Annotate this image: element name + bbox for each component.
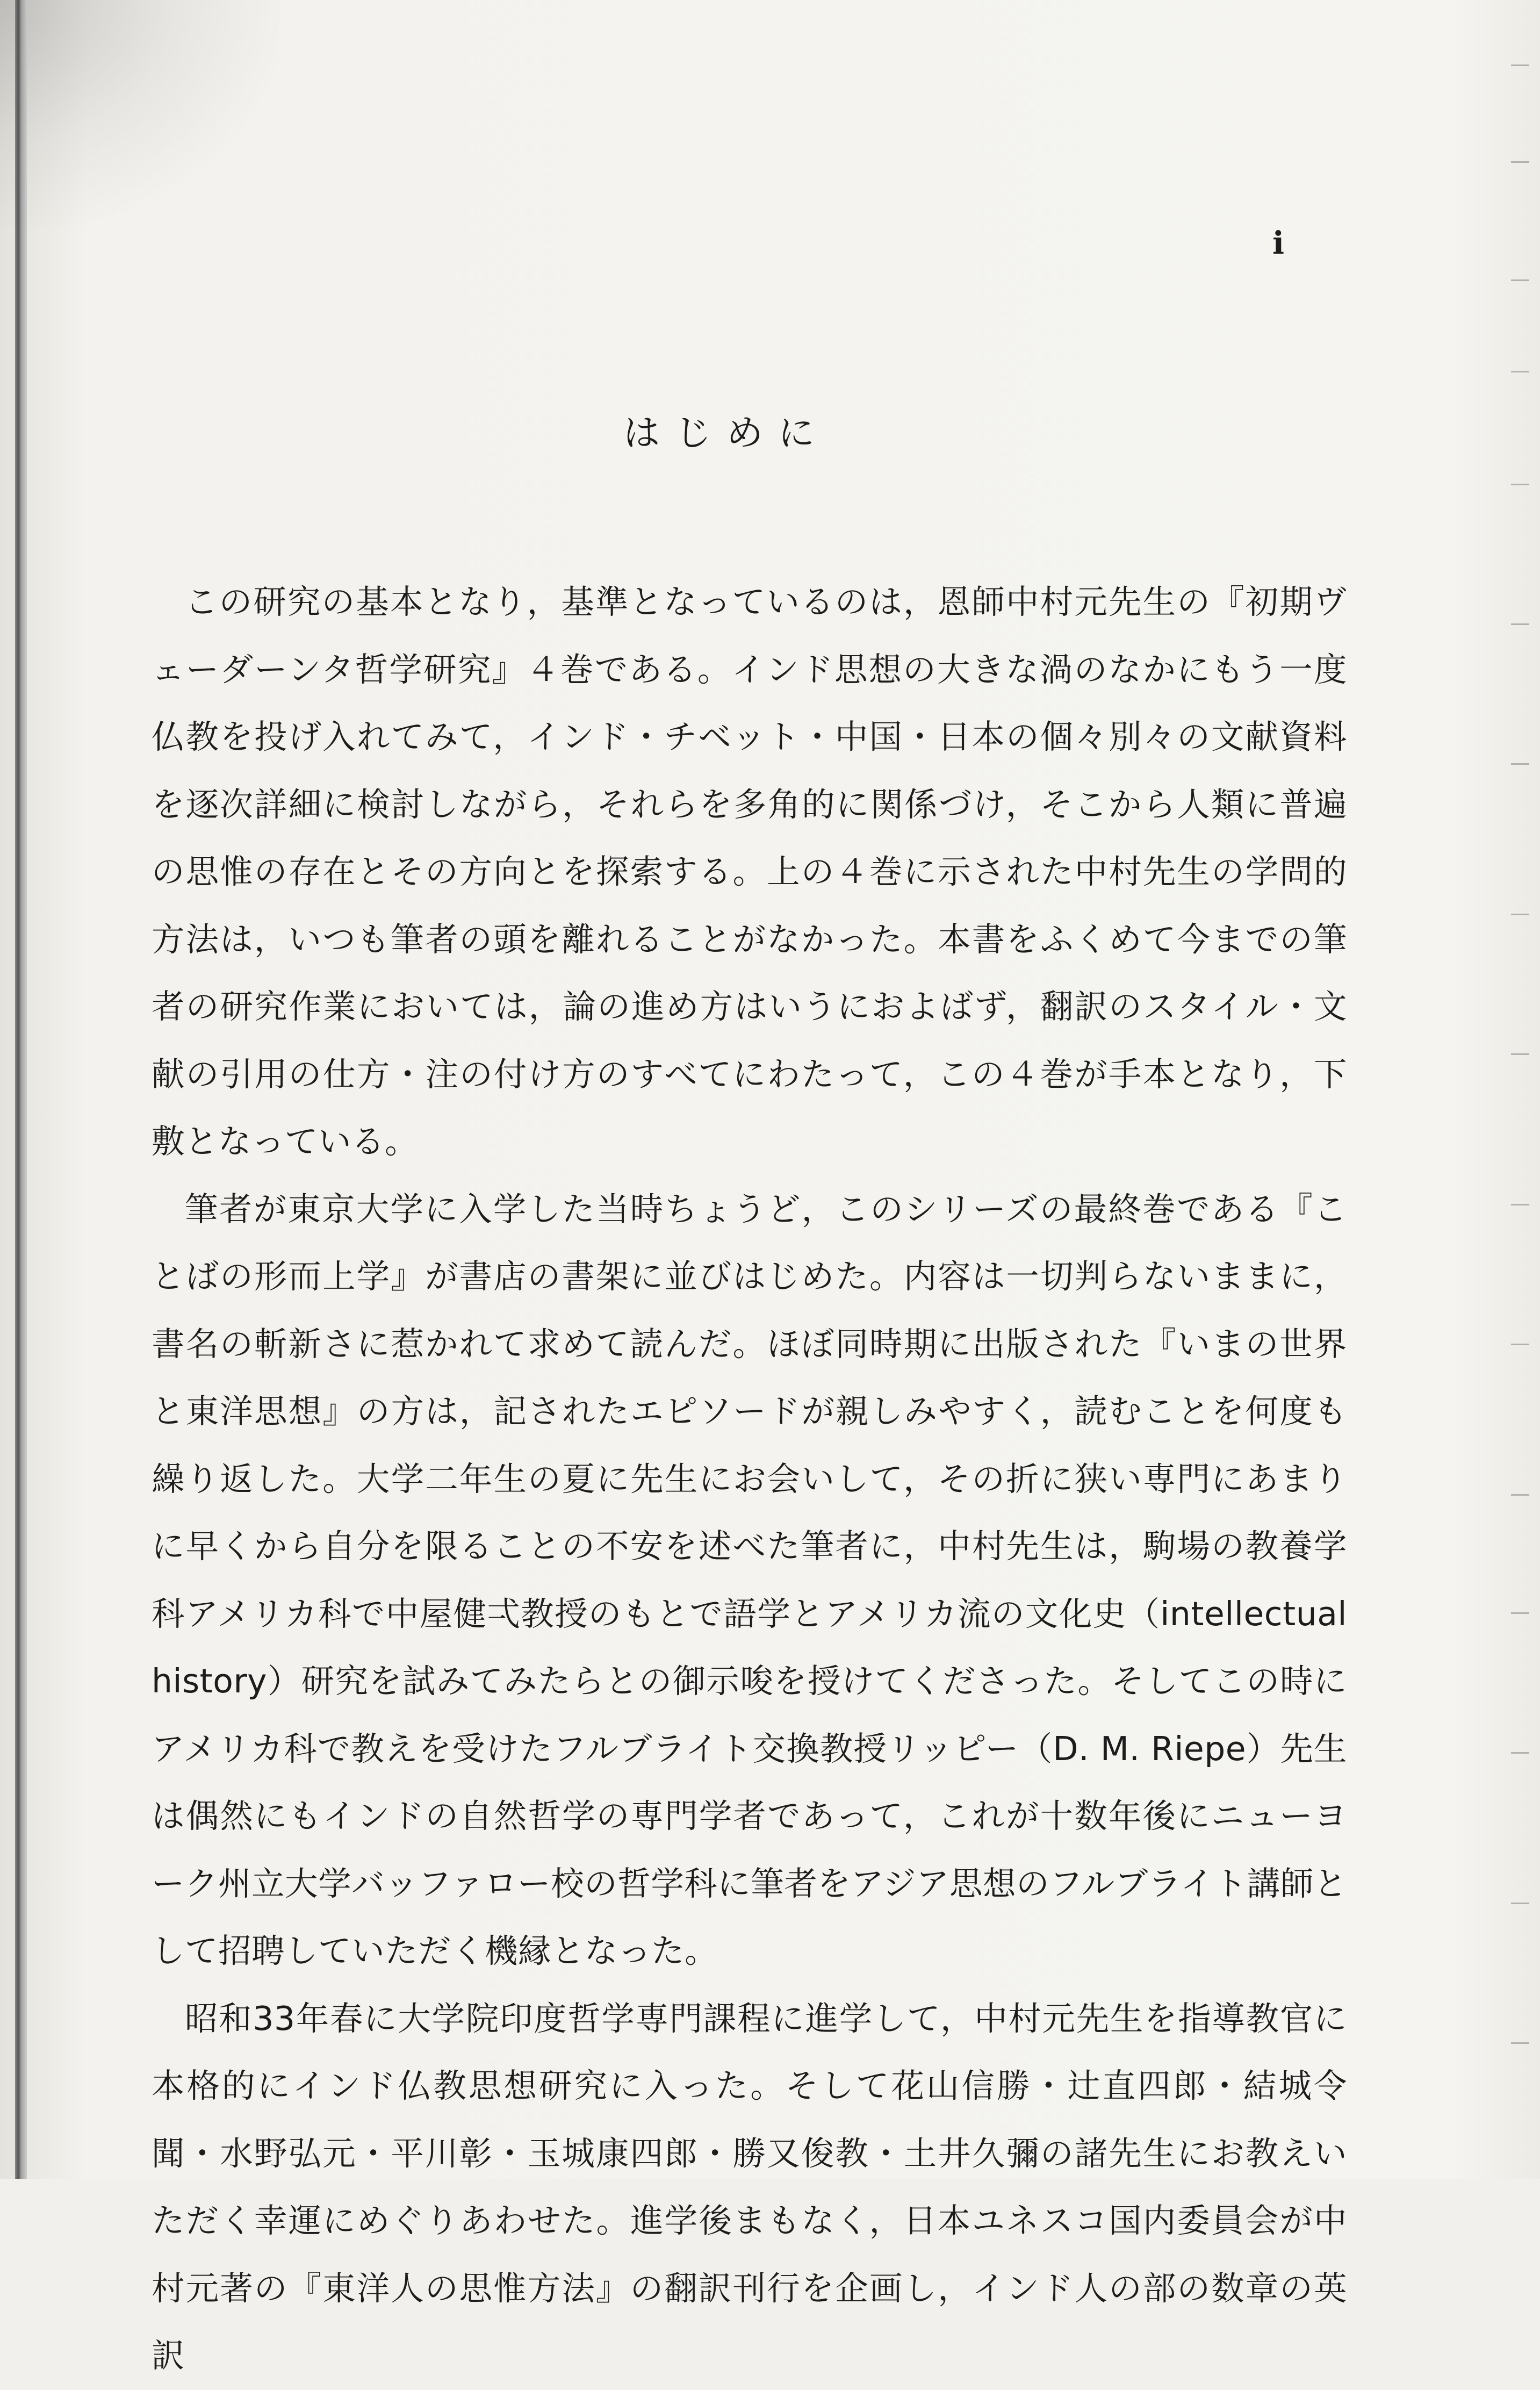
body-text	[152, 569, 1347, 2390]
paragraph-3: 昭和33年春に大学院印度哲学専門課程に進学して，中村元先生を指導教官に本格的にインド仏教思想研究に入った。そして花山信勝・辻直四郎・結城令聞・水野弘元・平川彰・玉城康四郎・勝又俊教・土井久彌の諸先生にお教えいただく幸運にめぐりあわせた。進学後まもなく，日本ユネスコ国内委員会が中村元著の『東洋人の思惟方法』の翻訳刊行を企画し，インド人の部の数章の英訳	[152, 1999, 1347, 2375]
paragraph-1: この研究の基本となり，基準となっているのは，恩師中村元先生の『初期ヴェーダーンタ哲学研究』４巻である。インド思想の大きな渦のなかにもう一度仏教を投げ入れてみて，インド・チベット・中国・日本の個々別々の文献資料を逐次詳細に検討しながら，それらを多角的に関係づけ，そこから人類に普遍の思惟の存在とその方向とを探索する。上の４巻に示された中村先生の学問的方法は，いつも筆者の頭を離れることがなかった。本書をふくめて今までの筆者の研究作業においては，論の進め方はいうにおよばず，翻訳のスタイル・文献の引用の仕方・注の付け方のすべてにわたって，この４巻が手本となり，下敷となっている。	[152, 583, 1347, 1161]
paragraph-2: 筆者が東京大学に入学した当時ちょうど，このシリーズの最終巻である『ことばの形而上学』が書店の書架に並びはじめた。内容は一切判らないままに，書名の斬新さに惹かれて求めて読んだ。ほぼ同時期に出版された『いまの世界と東洋思想』の方は，記されたエピソードが親しみやすく，読むことを何度も繰り返した。大学二年生の夏に先生にお会いして，その折に狭い専門にあまりに早くから自分を限ることの不安を述べた筆者に，中村先生は，駒場の教養学科アメリカ科で中屋健弌教授のもとで語学とアメリカ流の文化史（intellectual history）研究を試みてみたらとの御示唆を授けてくださった。そしてこの時にアメリカ科で教えを受けたフルブライト交換教授リッピー（D. M. Riepe）先生は偶然にもインドの自然哲学の専門学者であって，これが十数年後にニューヨーク州立大学バッファロー校の哲学科に筆者をアジア思想のフルブライト講師として招聘していただく機縁となった。	[152, 1189, 1347, 1970]
section-heading: はじめに	[623, 412, 830, 455]
page-edge-marks	[1497, 0, 1540, 2179]
scan-shadow	[0, 0, 279, 226]
page-number: i	[1272, 225, 1285, 261]
binding-edge	[15, 0, 27, 2179]
